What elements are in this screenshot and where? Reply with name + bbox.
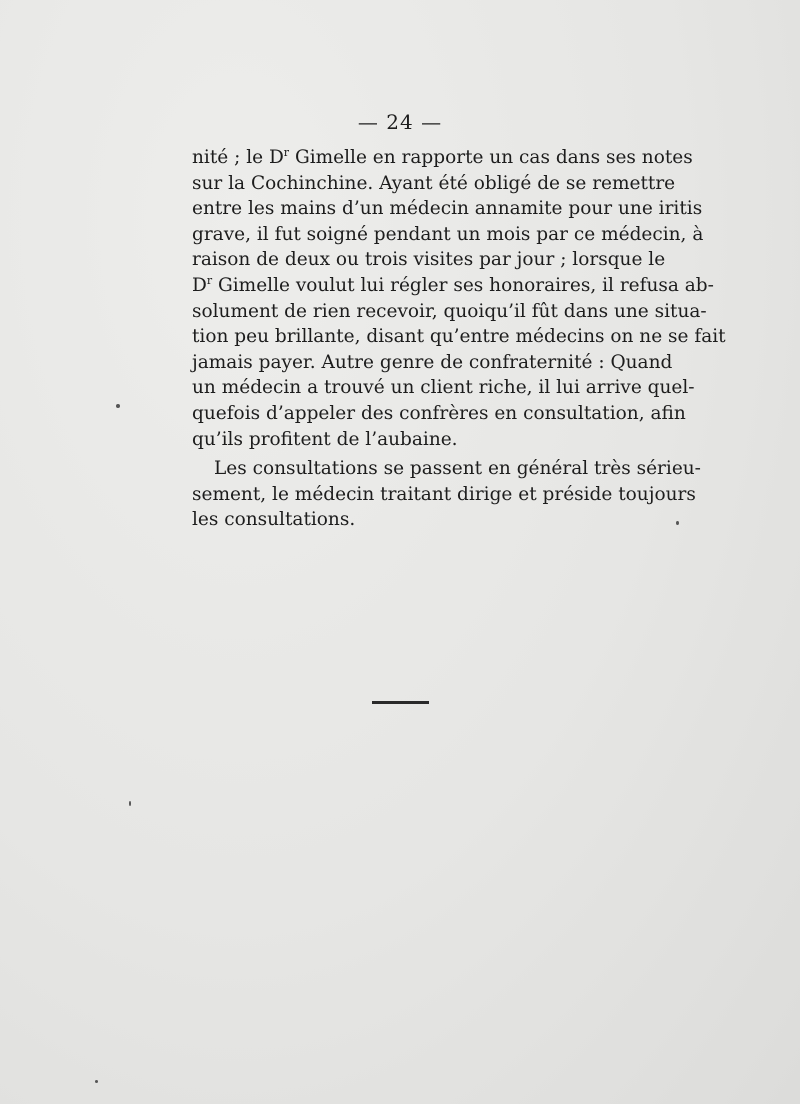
- ink-speck: [116, 404, 120, 408]
- text-line: quefois d’appeler des confrères en consultation, afin: [192, 402, 686, 424]
- paragraph-2: [192, 456, 701, 533]
- text-line: un médecin a trouvé un client riche, il lui arrive quel-: [192, 377, 695, 399]
- text-line: raison de deux ou trois visites par jour ; lorsque le: [192, 249, 666, 271]
- text-line: nité ; le $D^r$ Gimelle en rapporte un cas dans ses notes: [192, 145, 693, 168]
- section-end-rule: [372, 701, 429, 704]
- text-line: solument de rien recevoir, quoiqu’il fût dans une situa-: [192, 300, 707, 322]
- text-line: Les consultations se passent en général très sérieu-: [214, 458, 701, 480]
- ink-speck: [129, 801, 131, 806]
- body-text: [192, 145, 726, 533]
- text-line: grave, il fut soigné pendant un mois par ce médecin, à: [192, 223, 704, 245]
- text-line: entre les mains d’un médecin annamite pour une iritis: [192, 198, 703, 220]
- text-line: sement, le médecin traitant dirige et préside toujours: [192, 483, 696, 505]
- text-line: tion peu brillante, disant qu’entre médecins on ne se fait: [192, 326, 726, 348]
- page-number: — 24 —: [357, 110, 443, 134]
- paragraph-1: [192, 145, 726, 452]
- text-line: $D^r$ Gimelle voulut lui régler ses honoraires, il refusa ab-: [192, 273, 714, 296]
- ink-speck: [95, 1080, 98, 1083]
- text-line: les consultations.: [192, 509, 356, 531]
- ink-speck: [676, 521, 679, 525]
- text-line: qu’ils profitent de l’aubaine.: [192, 428, 458, 450]
- text-line: sur la Cochinchine. Ayant été obligé de se remettre: [192, 172, 676, 194]
- text-line: jamais payer. Autre genre de confraternité : Quand: [192, 351, 673, 373]
